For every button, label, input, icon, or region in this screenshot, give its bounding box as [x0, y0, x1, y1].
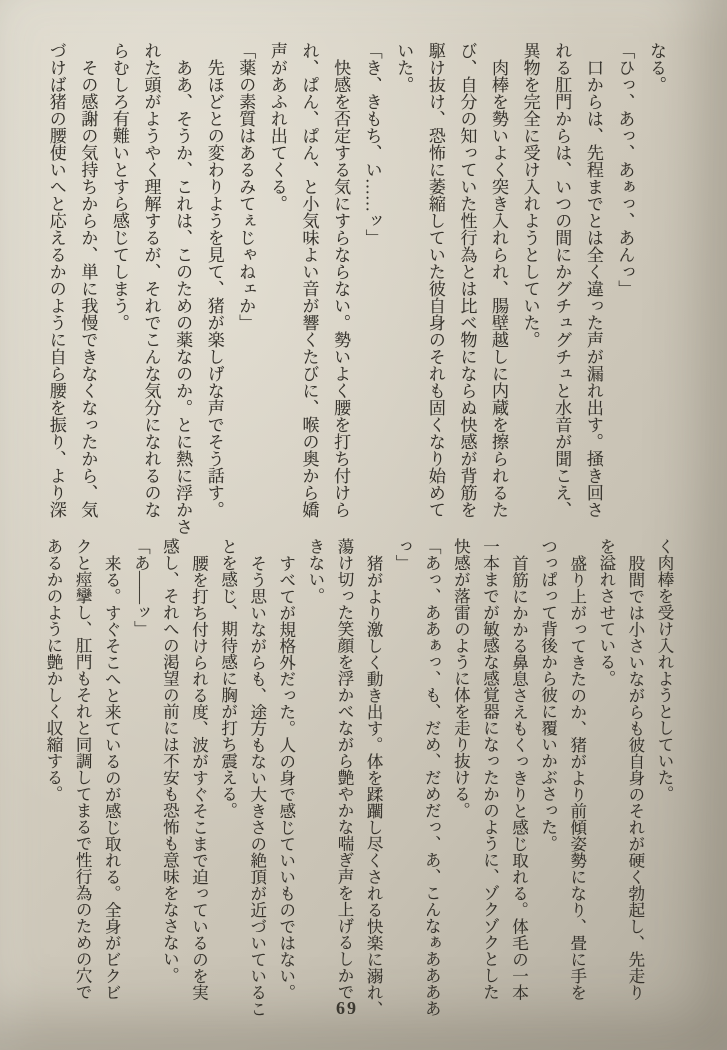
text-column: いた。 — [394, 42, 414, 93]
text-column: 肉棒を勢いよく突き入れられ、腸壁越しに内蔵を擦られるた — [489, 59, 509, 518]
top-text-block — [40, 42, 672, 535]
text-column: 「あ――ッ」 — [131, 538, 151, 637]
text-column: っ」 — [393, 538, 413, 571]
text-column: つっぱって背後から彼に覆いかぶさった。 — [538, 538, 558, 852]
text-column: その感謝の気持ちからか、単に我慢できなくなったから、気 — [78, 59, 98, 518]
text-column: 猪がより激しく動き出す。体を蹂躙し尽くされる快楽に溺れ、 — [364, 554, 384, 1017]
text-column: 「き、きもち、い……ッ」 — [362, 42, 382, 246]
text-column: すべてが規格外だった。人の身で感じていいものではない。 — [276, 554, 296, 1000]
text-column: あるかのように艶かしく収縮する。 — [44, 538, 64, 802]
text-column: 異物を完全に受け入れようとしていた。 — [520, 42, 540, 348]
text-column: 首筋にかかる鼻息さえもくっきりと感じ取れる。体毛の一本 — [509, 554, 529, 1000]
text-column: なる。 — [647, 42, 666, 93]
text-column: れる肛門からは、いつの間にかグチュグチュと水音が聞こえ、 — [552, 42, 572, 518]
text-column: きない。 — [305, 538, 325, 604]
text-column: らむしろ有難いとすら感じてしまう。 — [109, 42, 129, 331]
text-column: 快感を否定する気にすらならない。勢いよく腰を打ち付けら — [331, 59, 351, 518]
text-column: れ、ぱん、ぱん、と小気味よい音が響くたびに、喉の奥から嬌 — [299, 42, 319, 518]
page-number: 69 — [336, 998, 358, 1018]
text-column: 先ほどとの変わりようを見て、猪が楽しげな声でそう話す。 — [204, 59, 224, 518]
text-column: そう思いながらも、途方もない大きさの絶頂が近づいているこ — [247, 554, 267, 1017]
text-column: 「薬の素質はあるみてぇじゃねェか」 — [236, 42, 256, 331]
text-column: 声があふれ出てくる。 — [267, 42, 287, 212]
text-column: 股間では小さいながらも彼自身のそれが硬く勃起し、先走り — [625, 554, 645, 1000]
text-column: れた頭がようやく理解するが、それでこんな気分になれるのな — [141, 42, 161, 518]
text-column: 感し、それへの渇望の前には不安も恐怖も意味をなさない。 — [160, 538, 180, 984]
text-column: く肉棒を受け入れようとしていた。 — [655, 538, 674, 802]
text-column: 盛り上がってきたのか、猪がより前傾姿勢になり、畳に手を — [567, 554, 587, 1000]
bottom-text-block — [39, 538, 679, 1020]
text-column: ああ、そうか、これは、このための薬なのか。とに熱に浮かさ — [173, 59, 193, 535]
text-column: 蕩け切った笑顔を浮かべながら艶やかな喘ぎ声を上げるしかで — [334, 538, 354, 1000]
text-column: づけば猪の腰使いへと応えるかのように自ら腰を振り、より深 — [46, 42, 66, 518]
text-column: 来る。すぐそこへと来ているのが感じ取れる。全身がビクビ — [102, 554, 122, 1000]
text-column: クと痙攣し、肛門もそれと同調してまるで性行為のための穴で — [73, 538, 93, 1000]
text-column: 「あっ、ああぁっ、も、だめ、だめだっ、あ、こんなぁああああ — [422, 538, 442, 1017]
text-column: とを感じ、期待感に胸が打ち震える。 — [218, 538, 238, 819]
text-column: 快感が落雷のように体を走り抜ける。 — [451, 538, 471, 819]
text-column: 一本までが敏感な感覚器になったかのように、ゾクゾクとした — [480, 538, 500, 1000]
text-column: 口からは、先程までとは全く違った声が漏れ出す。掻き回さ — [583, 59, 603, 518]
text-column: を溢れさせている。 — [596, 538, 616, 687]
text-column: び、自分の知っていた性行為とは比べ物にならぬ快感が背筋を — [457, 42, 477, 518]
text-column: 駆け抜け、恐怖に萎縮していた彼自身のそれも固くなり始めて — [425, 42, 445, 518]
text-column: 「ひっ、あっ、あぁっ、あんっ」 — [615, 42, 635, 297]
text-column: 腰を打ち付けられる度、波がすぐそこまで迫っているのを実 — [189, 554, 209, 1000]
